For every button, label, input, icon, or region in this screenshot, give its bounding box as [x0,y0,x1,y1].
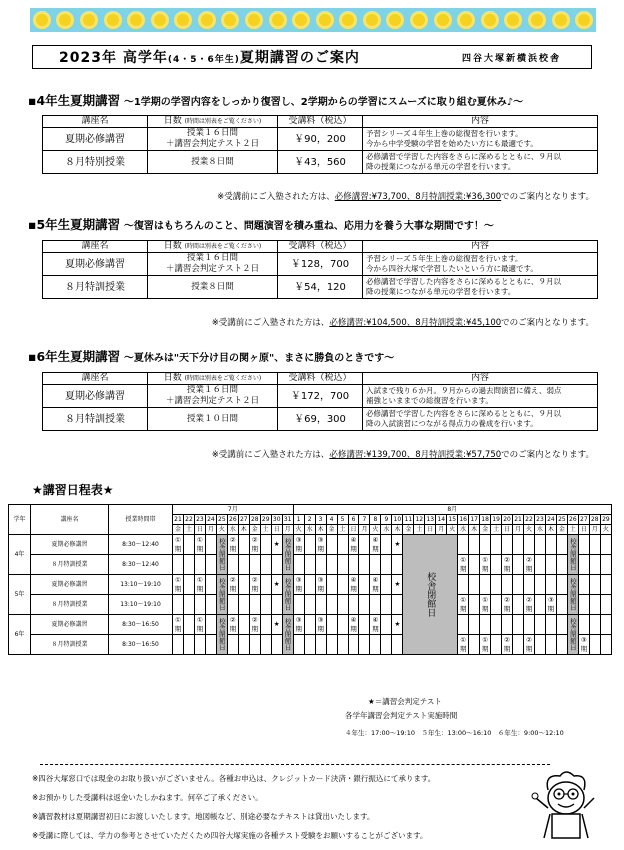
schedule-row [9,575,612,595]
term-mark: ★ [392,575,403,595]
term-mark: ①期 [173,615,184,635]
date-cell: 22 [185,516,193,523]
footer-note: ※受講に際しては、学力の参考とさせていただくため四谷大塚実施の各種テスト受験をお願いすることがございます。 [32,831,428,840]
closed-day: 校舎閉館日 [216,615,227,655]
grade6-heading [28,347,394,365]
row-time: 8:30～16:50 [109,635,173,655]
weekday-cell: 月 [205,525,216,535]
weekday-cell: 土 [337,525,348,535]
header-fee: 受講料（税込） [278,116,363,128]
grade4-heading [28,91,523,109]
weekday-cell: 月 [359,525,370,535]
header-days: 日数 (時間は別表をご覧ください) [148,116,278,128]
term-mark: ②期 [249,535,260,555]
weekday-cell: 日 [502,525,513,535]
term-mark: ④期 [348,535,359,555]
term-mark: ③期 [578,635,589,655]
date-cell: 17 [470,516,478,523]
term-mark: ④期 [370,535,381,555]
closed-block: 校舎閉館日 [403,535,458,655]
term-mark: ④期 [348,575,359,595]
title-main: 高学年 [122,50,168,66]
term-mark: ③期 [545,595,556,615]
term-mark: ①期 [458,595,469,615]
term-mark: ③期 [315,615,326,635]
weekday-cell: 金 [173,525,184,535]
table-row: 夏期必修講習 授業１６日間 ＋講習会判定テスト２日 ￥90，200 予習シリーズ４年生上巻の総復習を行います。 今から中学受験の学習を始めたい方にも最適です。 [43,128,598,151]
date-cell: 11 [404,516,413,523]
grade5-course-table: 講座名 日数 (時間は別表をご覧ください) 受講料（税込） 内容 夏期必修講習 授業１６日間 ＋講習会判定テスト２日 ￥128，700 予習シリーズ５年生上巻の総復習を行います。 今から四谷大塚で学習したいという方に最適です。 ８月特訓授業 授業８日間 ￥54，120 必修講習で学習した内容をさらに深めるとともに、９月以 降の授業につながる単元の学習を行います。 [42,240,598,299]
title-rest: 夏期講習のご案内 [239,50,360,66]
term-mark: ②期 [524,635,535,655]
weekday-cell: 土 [183,525,194,535]
term-mark: ①期 [480,635,491,655]
row-course: 夏期必修講習 [31,535,109,555]
table-row: 夏期必修講習 授業１６日間 ＋講習会判定テスト２日 ￥172，700 入試まで残り６か月。９月からの過去問演習に備え、弱点 補強といままでの総復習を行います。 [43,385,598,408]
term-mark: ②期 [502,635,513,655]
table-row: ８月特訓授業 授業１０日間 ￥69，300 必修講習で学習した内容をさらに深めるとともに、９月以 降の入試演習につながる得点力の養成を行います。 [43,408,598,431]
grade6-subtitle: ～夏休みは"天下分け目の関ヶ原"、まさに勝負のときです～ [123,353,395,364]
weekday-cell: 金 [403,525,414,535]
weekday-cell: 金 [556,525,567,535]
date-cell: 26 [569,516,577,523]
date-cell: 2 [304,515,315,525]
date-cell: 4 [326,515,337,525]
weekday-cell: 木 [238,525,249,535]
title-grades: (4・5・6年生) [167,55,240,65]
term-mark: ①期 [194,575,205,595]
grade6-course-table: 講座名 日数 (時間は別表をご覧ください) 受講料（税込） 内容 夏期必修講習 授業１６日間 ＋講習会判定テスト２日 ￥172，700 入試まで残り６か月。９月からの過去問演習に備え、弱点 補強といままでの総復習を行います。 ８月特訓授業 授業１０日間 ￥69，300 必修講習で学習した内容をさらに深めるとともに、９月以 降の入試演習につながる得点力の養成を行います。 [42,372,598,431]
date-cell: 22 [525,516,533,523]
term-mark: ①期 [194,615,205,635]
term-mark: ①期 [458,635,469,655]
date-cell: 14 [437,516,446,523]
weekday-cell: 水 [227,525,238,535]
term-mark: ③期 [293,615,304,635]
col-grade: 学年 [9,505,31,535]
table-row: ８月特別授業 授業８日間 ￥43，560 必修講習で学習した内容をさらに深めるとともに、９月以 降の授業につながる単元の学習を行います。 [43,151,598,174]
closed-day: 校舎閉館日 [216,575,227,615]
term-mark: ④期 [370,615,381,635]
date-cell: 24 [547,516,555,523]
term-mark: ★ [271,575,282,595]
weekday-cell: 金 [480,525,491,535]
term-mark: ②期 [524,555,535,575]
date-cell: 20 [503,516,511,523]
closed-day: 校舎閉館日 [216,535,227,575]
term-mark: ★ [271,615,282,635]
row-time: 13:10～19:10 [109,595,173,615]
date-cell: 21 [174,516,182,523]
legend-times-detail: ４年生：17:00～19:10 ５年生：13:00～16:10 ６年生：9:00～12:10 [345,729,564,737]
row-course: 夏期必修講習 [31,575,109,595]
weekday-cell: 水 [458,525,469,535]
weekday-cell: 日 [194,525,205,535]
row-course: ８月特訓授業 [31,635,109,655]
weekday-cell: 土 [491,525,502,535]
school-name: 四谷大塚新横浜校舎 [461,53,561,64]
row-course: ８月特訓授業 [31,555,109,575]
term-mark: ④期 [370,575,381,595]
weekday-cell: 水 [534,525,545,535]
weekday-cell: 日 [425,525,436,535]
grade4-note: ※受講前にご入塾された方は、必修講習:¥73,700、8月特訓授業:¥36,300でのご案内となります。 [217,192,594,202]
date-cell: 26 [229,516,237,523]
term-mark: ①期 [173,575,184,595]
row-time: 13:10～19:10 [109,575,173,595]
legend-times-title: 各学年講習会判定テスト実施時間 [345,711,458,720]
date-cell: 8 [370,515,381,525]
weekday-cell: 水 [381,525,392,535]
weekday-cell: 月 [589,525,600,535]
weekday-cell: 月 [282,525,293,535]
closed-day: 校舎閉館日 [567,535,578,575]
weekday-cell: 土 [414,525,425,535]
table-row: 夏期必修講習 授業１６日間 ＋講習会判定テスト２日 ￥128，700 予習シリーズ５年生上巻の総復習を行います。 今から四谷大塚で学習したいという方に最適です。 [43,253,598,276]
term-mark: ③期 [293,535,304,555]
date-cell: 27 [580,516,588,523]
weekday-cell: 木 [315,525,326,535]
closed-day: 校舎閉館日 [567,615,578,655]
title-year: 2023年 [59,50,117,66]
weekday-cell: 土 [567,525,578,535]
term-mark: ②期 [227,615,238,635]
term-mark: ③期 [315,535,326,555]
date-cell: 19 [492,516,500,523]
date-cell: 21 [514,516,522,523]
term-mark: ①期 [480,595,491,615]
weekday-cell: 火 [216,525,227,535]
grade5-title: ▪5年生夏期講習 [28,217,121,232]
date-cell: 25 [218,516,226,523]
date-cell: 6 [348,515,359,525]
grade6-title: ▪6年生夏期講習 [28,349,121,364]
weekday-cell: 木 [392,525,403,535]
col-course: 講座名 [31,505,109,535]
divider [40,764,550,765]
date-cell: 27 [239,516,248,523]
grade4-subtitle: ～1学期の学習内容をしっかり復習し、2学期からの学習にスムーズに取り組む夏休み♪～ [123,97,524,108]
date-cell: 30 [272,516,281,523]
schedule-row [9,615,612,635]
closed-day: 校舎閉館日 [282,575,293,615]
date-cell: 15 [448,516,457,523]
row-time: 8:30～16:50 [109,615,173,635]
weekday-cell: 木 [469,525,480,535]
table-row: ８月特訓授業 授業８日間 ￥54，120 必修講習で学習した内容をさらに深めるとともに、９月以 降の授業につながる単元の学習を行います。 [43,276,598,299]
date-cell: 10 [393,516,402,523]
weekday-cell: 日 [348,525,359,535]
weekday-cell: 日 [578,525,589,535]
row-time: 8:30～12:40 [109,535,173,555]
grade5-subtitle: ～復習はもちろんのこと、問題演習を積み重ね、応用力を養う大事な期間です！～ [123,221,494,232]
schedule-row [9,555,612,575]
grade5-note: ※受講前にご入塾された方は、必修講習:¥104,500、8月特訓授業:¥45,100でのご案内となります。 [211,318,594,328]
date-cell: 29 [261,516,270,523]
date-cell: 23 [536,516,544,523]
footer-note: ※お預かりした受講料は返金いたしかねます。何卒ご了承ください。 [32,793,263,802]
date-cell: 28 [250,516,259,523]
schedule-row [9,635,612,655]
grade5-heading [28,215,494,233]
date-cell: 23 [196,516,204,523]
term-mark: ③期 [293,575,304,595]
closed-day: 校舎閉館日 [282,615,293,655]
term-mark: ★ [392,615,403,635]
row-grade: 5年 [9,575,31,615]
term-mark: ★ [271,535,282,555]
date-cell: 28 [590,516,599,523]
schedule-title: ★講習日程表★ [32,483,114,497]
schedule-row [9,595,612,615]
term-mark: ①期 [480,555,491,575]
term-mark: ④期 [348,615,359,635]
date-cell: 7 [359,515,370,525]
term-mark: ①期 [194,535,205,555]
weekday-cell: 火 [447,525,458,535]
term-mark: ③期 [315,575,326,595]
term-mark: ②期 [227,575,238,595]
month-august: 8月 [293,505,611,515]
closed-day: 校舎閉館日 [282,535,293,575]
schedule-row [9,535,612,555]
header-content: 内容 [363,116,598,128]
term-mark: ★ [392,535,403,555]
grade4-course-table [42,115,598,174]
closed-day: 校舎閉館日 [567,575,578,615]
term-mark: ②期 [249,615,260,635]
date-cell: 13 [426,516,435,523]
term-mark: ②期 [502,595,513,615]
footer-note: ※四谷大塚窓口では現金のお取り扱いがございません。各種お申込は、クレジットカード決済・銀行振込にて承ります。 [32,774,436,783]
weekday-cell: 火 [370,525,381,535]
footer-note: ※講習教材は夏期講習初日にお渡しいたします。地図帳など、別途必要なテキストは貸出いたします。 [32,812,375,821]
row-grade: 6年 [9,615,31,655]
mascot-illustration [530,768,600,840]
weekday-cell: 火 [524,525,535,535]
weekday-cell: 火 [293,525,304,535]
month-july: 7月 [173,505,294,515]
date-cell: 1 [293,515,304,525]
legend-star: ★＝講習会判定テスト [368,697,442,706]
date-cell: 29 [602,516,610,523]
row-grade: 4年 [9,535,31,575]
grade4-title: ▪4年生夏期講習 [28,93,121,108]
weekday-cell: 木 [545,525,556,535]
date-cell: 24 [207,516,215,523]
date-cell: 3 [315,515,326,525]
date-cell: 16 [459,516,467,523]
weekday-cell: 金 [249,525,260,535]
date-cell: 31 [283,516,292,523]
term-mark: ①期 [173,535,184,555]
row-time: 8:30～12:40 [109,555,173,575]
date-cell: 5 [337,515,348,525]
col-time: 授業時間帯 [109,505,173,535]
date-cell: 9 [381,515,392,525]
term-mark: ②期 [249,575,260,595]
row-course: ８月特訓授業 [31,595,109,615]
weekday-cell: 水 [304,525,315,535]
sun-banner [30,8,596,32]
weekday-cell: 日 [271,525,282,535]
weekday-cell: 月 [513,525,524,535]
weekday-cell: 月 [436,525,447,535]
header-name: 講座名 [43,116,148,128]
weekday-cell: 火 [600,525,611,535]
weekday-cell: 土 [260,525,271,535]
term-mark: ②期 [227,535,238,555]
term-mark: ②期 [524,595,535,615]
grade6-note: ※受講前にご入塾された方は、必修講習:¥139,700、8月特訓授業:¥57,750でのご案内となります。 [211,450,594,460]
weekday-cell: 金 [326,525,337,535]
date-cell: 12 [415,516,424,523]
date-cell: 25 [558,516,566,523]
date-cell: 18 [481,516,489,523]
schedule-table [8,504,612,655]
term-mark: ①期 [458,555,469,575]
page-title [59,47,360,67]
page-title-box [32,45,592,69]
row-course: 夏期必修講習 [31,615,109,635]
term-mark: ②期 [502,555,513,575]
